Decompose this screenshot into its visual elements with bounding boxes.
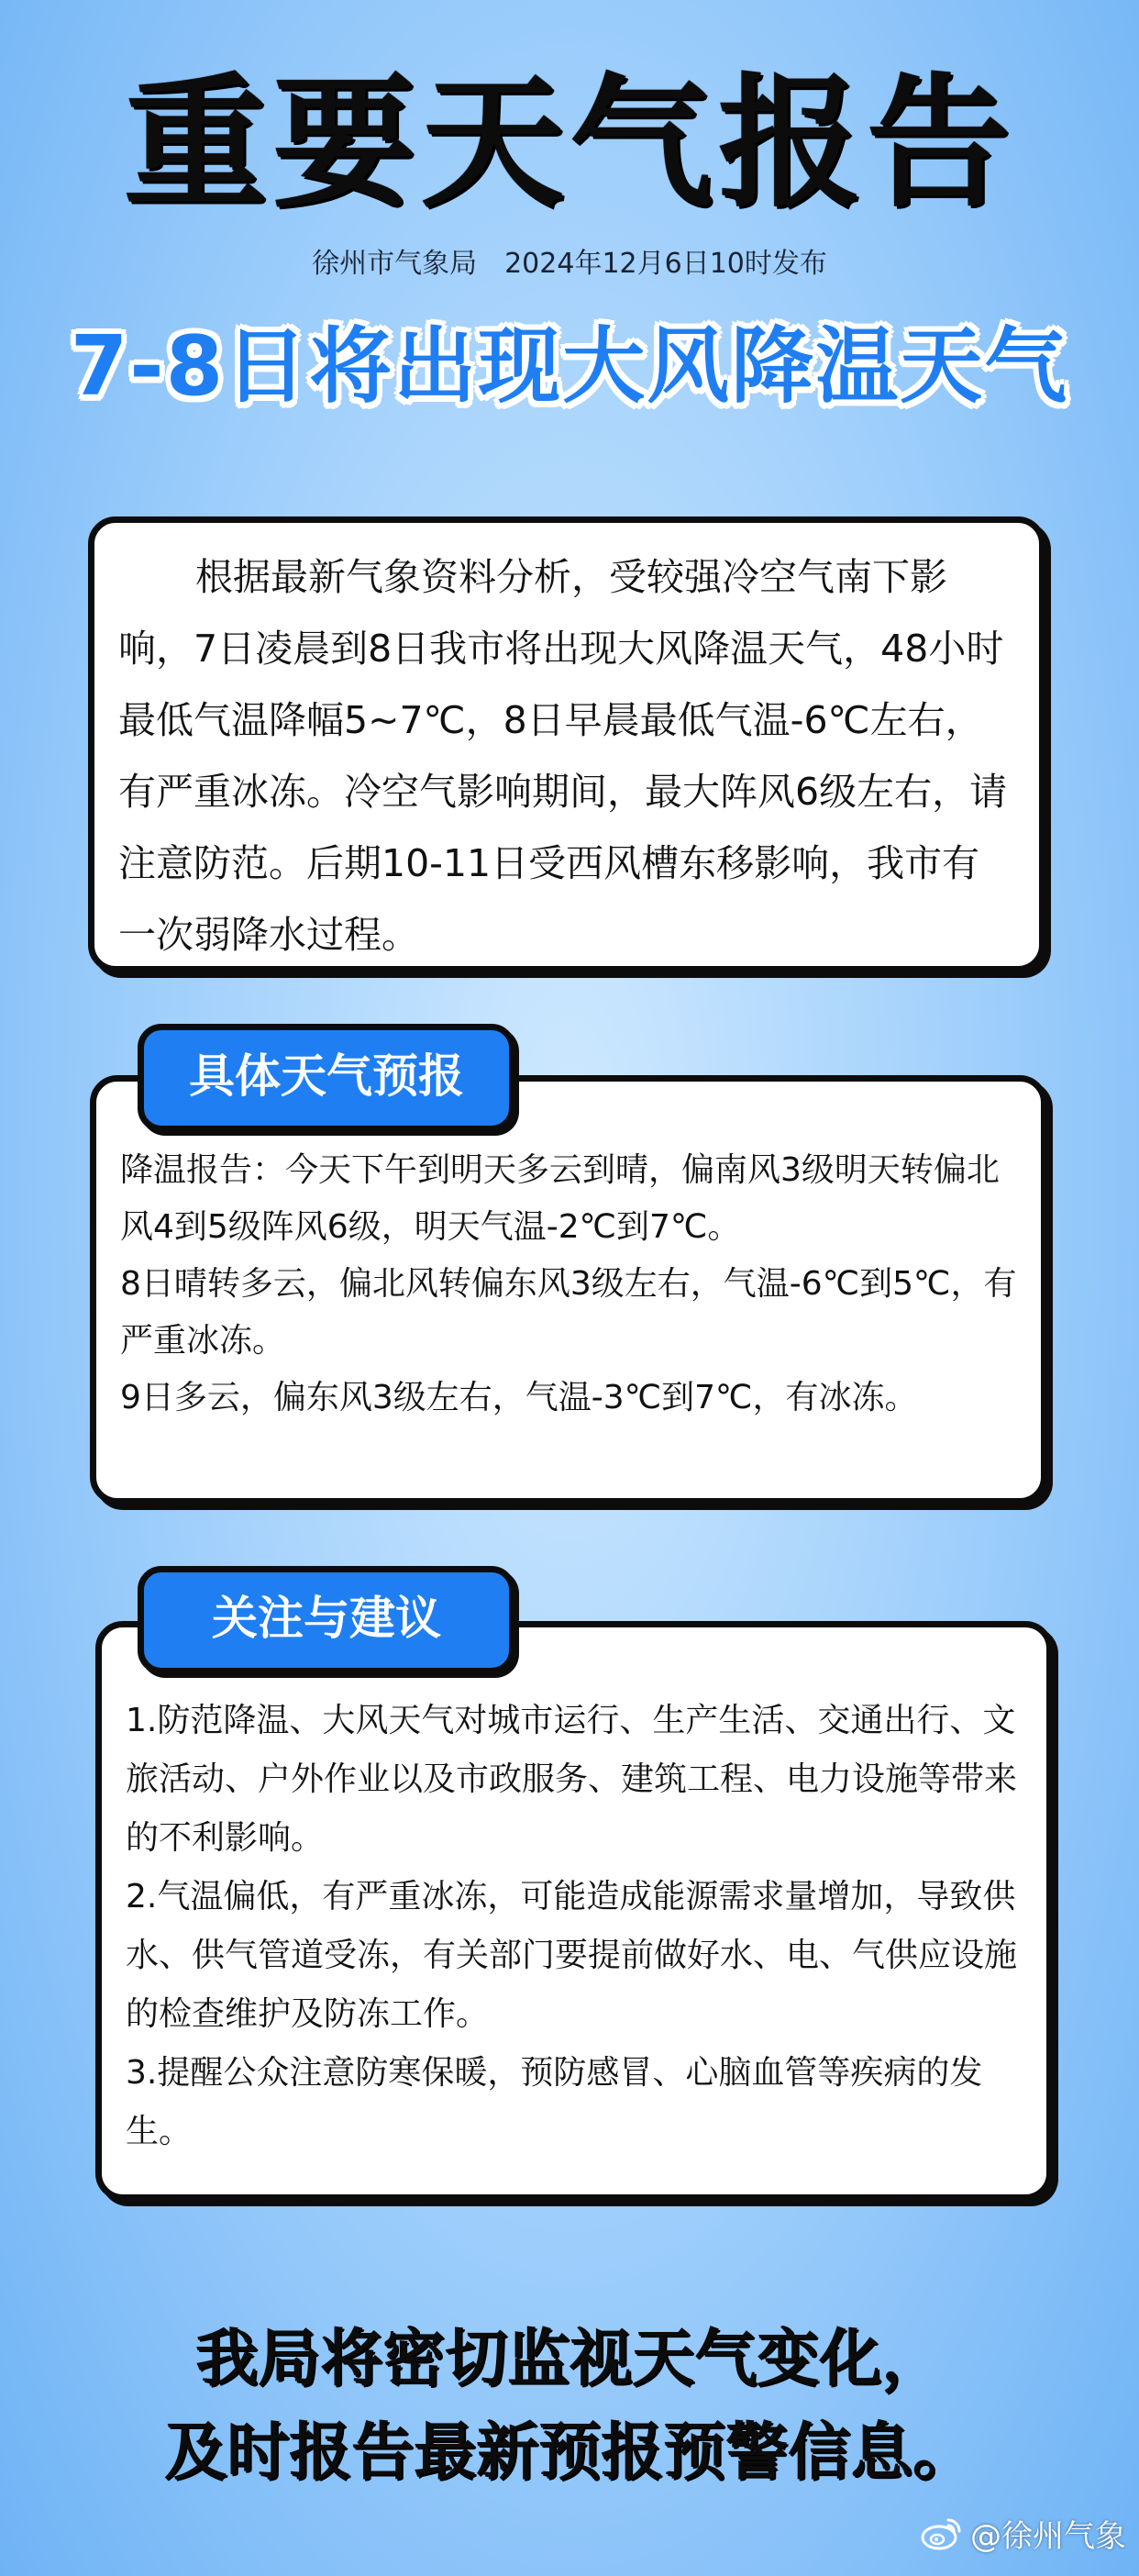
forecast-line: 降温报告：今天下午到明天多云到晴，偏南风3级明天转偏北风4到5级阵风6级，明天气温-2℃到7℃。 <box>120 1151 1000 1246</box>
weibo-icon <box>921 2515 963 2551</box>
report-title: 重要天气报告 <box>124 60 1015 227</box>
advice-item: 2.气温偏低，有严重冰冻，可能造成能源需求量增加，导致供水、供气管道受冻，有关部门要提前做好水、电、气供应设施的检查维护及防冻工作。 <box>126 1878 1018 2033</box>
watermark <box>921 2510 1126 2556</box>
advice-heading-tab: 关注与建议 <box>138 1566 515 1674</box>
watermark-text: @徐州气象 <box>970 2517 1126 2555</box>
closing-line-1: 我局将密切监视天气变化， <box>194 2323 944 2395</box>
advice-card <box>95 1621 1053 2201</box>
closing-line-2: 及时报告最新预报预警信息。 <box>163 2416 975 2489</box>
advice-item: 3.提醒公众注意防寒保暖，预防感冒、心脑血管等疾病的发生。 <box>126 2054 983 2150</box>
report-subtitle: 7-8日将出现大风降温天气 <box>70 318 1069 415</box>
intro-card <box>88 516 1045 972</box>
forecast-line: 8日晴转多云，偏北风转偏东风3级左右，气温-6℃到5℃，有严重冰冻。 <box>120 1265 1017 1360</box>
advice-item: 1.防范降温、大风天气对城市运行、生产生活、交通出行、文旅活动、户外作业以及市政服务、建筑工程、电力设施等带来的不利影响。 <box>126 1702 1018 1857</box>
intro-text: 根据最新气象资料分析，受较强冷空气南下影响，7日凌晨到8日我市将出现大风降温天气，48小时最低气温降幅5~7℃，8日早晨最低气温-6℃左右，有严重冰冻。冷空气影响期间，最大阵风6级左右，请注意防范。后期10-11日受西风槽东移影响，我市有一次弱降水过程。 <box>118 555 1008 957</box>
forecast-heading-tab: 具体天气预报 <box>138 1024 515 1132</box>
forecast-card <box>90 1075 1047 1505</box>
forecast-line: 9日多云，偏东风3级左右，气温-3℃到7℃，有冰冻。 <box>120 1379 918 1416</box>
publisher-line: 徐州市气象局 2024年12月6日10时发布 <box>312 248 827 280</box>
